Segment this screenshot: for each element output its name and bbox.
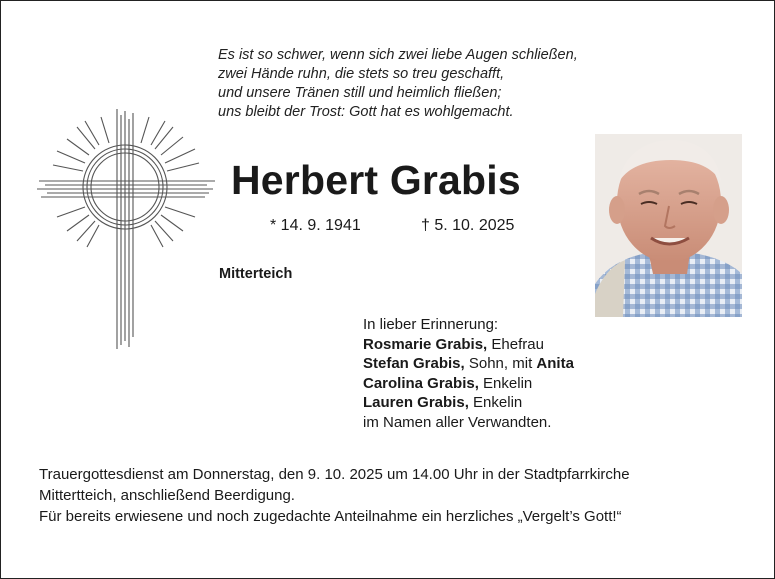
deceased-name: Herbert Grabis [231,157,521,203]
mourners-list [363,315,574,432]
mourner-relation: Ehefrau [487,335,544,353]
mourner-entry [363,354,574,374]
poem-line-3: und unsere Tränen still und heimlich fließen; [218,85,502,101]
mourner-relation: Enkelin [478,374,533,392]
mourners-intro: In lieber Erinnerung: [363,316,499,333]
poem-line-2: zwei Hände ruhn, die stets so treu geschafft, [218,66,505,82]
mourner-relation: Sohn, mit [464,355,537,372]
service-line-2: Mittertteich, anschließend Beerdigung. [39,487,295,504]
mourner-relation: Enkelin [468,394,523,411]
portrait-photo [595,134,742,317]
poem-line-4: uns bleibt der Trost: Gott hat es wohlgemacht. [218,104,514,120]
mourner-name: Lauren Grabis, [363,394,469,411]
service-line-1: Trauergottesdienst am Donnerstag, den 9. 10. 2025 um 14.00 Uhr in der Stadtpfarrkirche [39,466,630,483]
death-date: † 5. 10. 2025 [421,217,515,234]
mourner-partner: Anita [536,355,574,372]
mourner-name: Stefan Grabis, [363,355,465,372]
place-of-residence: Mitterteich [219,266,293,282]
thanks-line: Für bereits erwiesene und noch zugedachte Anteilnahme ein herzliches „Vergelt’s Gott!“ [39,508,622,525]
mourner-name: Carolina Grabis, [363,374,479,392]
mourner-name: Rosmarie Grabis, [363,335,488,353]
mourner-entry [363,335,574,355]
poem [218,46,578,122]
mourner-entry [363,374,574,394]
service-info [39,464,630,527]
mourners-closing: im Namen aller Verwandten. [363,413,552,431]
cross-with-sunburst-icon [37,109,217,349]
poem-line-1: Es ist so schwer, wenn sich zwei liebe Augen schließen, [218,47,578,63]
mourner-entry [363,393,574,413]
birth-date: * 14. 9. 1941 [270,217,361,234]
